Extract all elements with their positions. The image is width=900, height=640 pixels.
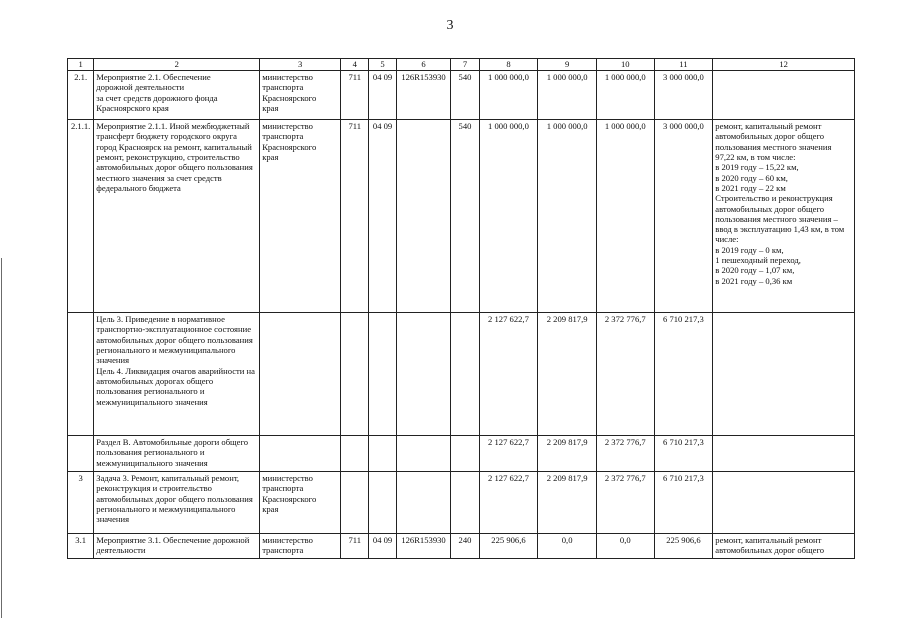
rzpr-cell (369, 436, 396, 472)
row-number-cell (68, 313, 94, 436)
vr-cell: 240 (451, 534, 479, 559)
grbs-cell: 711 (341, 120, 369, 313)
amount-total-cell: 6 710 217,3 (654, 313, 713, 436)
table-row (68, 313, 855, 436)
rzpr-cell: 04 09 (369, 534, 396, 559)
row-number-cell: 3 (68, 472, 94, 534)
csr-cell: 126R153930 (396, 534, 451, 559)
measure-name-cell: Мероприятие 2.1. Обеспечение дорожной деятельности за счет средств дорожного фонда Красноярского края (94, 71, 260, 120)
executor-cell: министерство транспорта Красноярского края (260, 71, 341, 120)
amount-2021-cell: 1 000 000,0 (596, 71, 654, 120)
rzpr-cell (369, 472, 396, 534)
column-number-4: 4 (341, 59, 369, 71)
measure-name-cell: Мероприятие 3.1. Обеспечение дорожной деятельности (94, 534, 260, 559)
vr-cell (451, 313, 479, 436)
amount-total-cell: 6 710 217,3 (654, 472, 713, 534)
amount-2020-cell: 2 209 817,9 (538, 436, 597, 472)
executor-cell (260, 436, 341, 472)
row-number-cell: 2.1.1. (68, 120, 94, 313)
grbs-cell: 711 (341, 534, 369, 559)
grbs-cell (341, 472, 369, 534)
executor-cell: министерство транспорта (260, 534, 341, 559)
column-number-9: 9 (538, 59, 597, 71)
amount-2019-cell: 1 000 000,0 (479, 71, 538, 120)
csr-cell (396, 436, 451, 472)
table-row (68, 436, 855, 472)
page-number: 3 (446, 18, 454, 33)
amount-2021-cell: 0,0 (596, 534, 654, 559)
amount-2021-cell: 2 372 776,7 (596, 313, 654, 436)
amount-2019-cell: 1 000 000,0 (479, 120, 538, 313)
column-number-1: 1 (68, 59, 94, 71)
column-number-7: 7 (451, 59, 479, 71)
column-number-6: 6 (396, 59, 451, 71)
amount-2021-cell: 1 000 000,0 (596, 120, 654, 313)
amount-2020-cell: 2 209 817,9 (538, 472, 597, 534)
row-number-cell: 3.1 (68, 534, 94, 559)
amount-2019-cell: 2 127 622,7 (479, 436, 538, 472)
row-number-cell: 2.1. (68, 71, 94, 120)
executor-cell: министерство транспорта Красноярского края (260, 472, 341, 534)
amount-total-cell: 3 000 000,0 (654, 71, 713, 120)
measure-name-cell: Мероприятие 2.1.1. Иной межбюджетный трансферт бюджету городского округа город Красноярск на ремонт, капитальный ремонт, реконструкцию, строительство автомобильных дорог общего пользования местного значения за счет средств федерального бюджета (94, 120, 260, 313)
grbs-cell (341, 436, 369, 472)
amount-2021-cell: 2 372 776,7 (596, 436, 654, 472)
column-number-row (68, 59, 855, 71)
measure-name-cell: Раздел В. Автомобильные дороги общего пользования регионального и межмуниципального значения (94, 436, 260, 472)
measure-name-cell: Цель 3. Приведение в нормативное транспортно-эксплуатационное состояние автомобильных дорог общего пользования регионального и межмуниципального значения Цель 4. Ликвидация очагов аварийности на автомобильных дорогах общего пользования регионального и межмуниципального значения (94, 313, 260, 436)
vr-cell: 540 (451, 120, 479, 313)
amount-2021-cell: 2 372 776,7 (596, 472, 654, 534)
column-number-2: 2 (94, 59, 260, 71)
grbs-cell: 711 (341, 71, 369, 120)
expected-result-cell: ремонт, капитальный ремонт автомобильных дорог общего пользования местного значения 97,22 км, в том числе: в 2019 году – 15,22 км, в 2020 году – 60 км, в 2021 году – 22 км Строительство и реконструкция автомобильных дорог общего пользования местного значения – ввод в эксплуатацию 1,43 км, в том числе: в 2019 году – 0 км, 1 пешеходный переход, в 2020 году – 1,07 км, в 2021 году – 0,36 км (713, 120, 855, 313)
amount-2020-cell: 0,0 (538, 534, 597, 559)
amount-2020-cell: 1 000 000,0 (538, 71, 597, 120)
csr-cell (396, 313, 451, 436)
budget-table (67, 58, 855, 559)
expected-result-cell (713, 71, 855, 120)
grbs-cell (341, 313, 369, 436)
csr-cell (396, 472, 451, 534)
table-row (68, 534, 855, 559)
row-number-cell (68, 436, 94, 472)
expected-result-cell (713, 313, 855, 436)
amount-2020-cell: 2 209 817,9 (538, 313, 597, 436)
column-number-5: 5 (369, 59, 396, 71)
table-row (68, 120, 855, 313)
executor-cell (260, 313, 341, 436)
expected-result-cell (713, 472, 855, 534)
rzpr-cell: 04 09 (369, 120, 396, 313)
vr-cell (451, 436, 479, 472)
column-number-12: 12 (713, 59, 855, 71)
table-row (68, 71, 855, 120)
amount-2020-cell: 1 000 000,0 (538, 120, 597, 313)
table-body (68, 59, 855, 559)
expected-result-cell (713, 436, 855, 472)
table-row (68, 472, 855, 534)
amount-total-cell: 6 710 217,3 (654, 436, 713, 472)
column-number-8: 8 (479, 59, 538, 71)
amount-total-cell: 3 000 000,0 (654, 120, 713, 313)
rzpr-cell: 04 09 (369, 71, 396, 120)
column-number-10: 10 (596, 59, 654, 71)
amount-total-cell: 225 906,6 (654, 534, 713, 559)
column-number-11: 11 (654, 59, 713, 71)
amount-2019-cell: 225 906,6 (479, 534, 538, 559)
margin-line (1, 258, 2, 618)
csr-cell: 126R153930 (396, 71, 451, 120)
csr-cell (396, 120, 451, 313)
measure-name-cell: Задача 3. Ремонт, капитальный ремонт, реконструкция и строительство автомобильных дорог общего пользования регионального и межмуниципального значения (94, 472, 260, 534)
vr-cell (451, 472, 479, 534)
vr-cell: 540 (451, 71, 479, 120)
column-number-3: 3 (260, 59, 341, 71)
expected-result-cell: ремонт, капитальный ремонт автомобильных дорог общего (713, 534, 855, 559)
amount-2019-cell: 2 127 622,7 (479, 472, 538, 534)
rzpr-cell (369, 313, 396, 436)
executor-cell: министерство транспорта Красноярского края (260, 120, 341, 313)
amount-2019-cell: 2 127 622,7 (479, 313, 538, 436)
